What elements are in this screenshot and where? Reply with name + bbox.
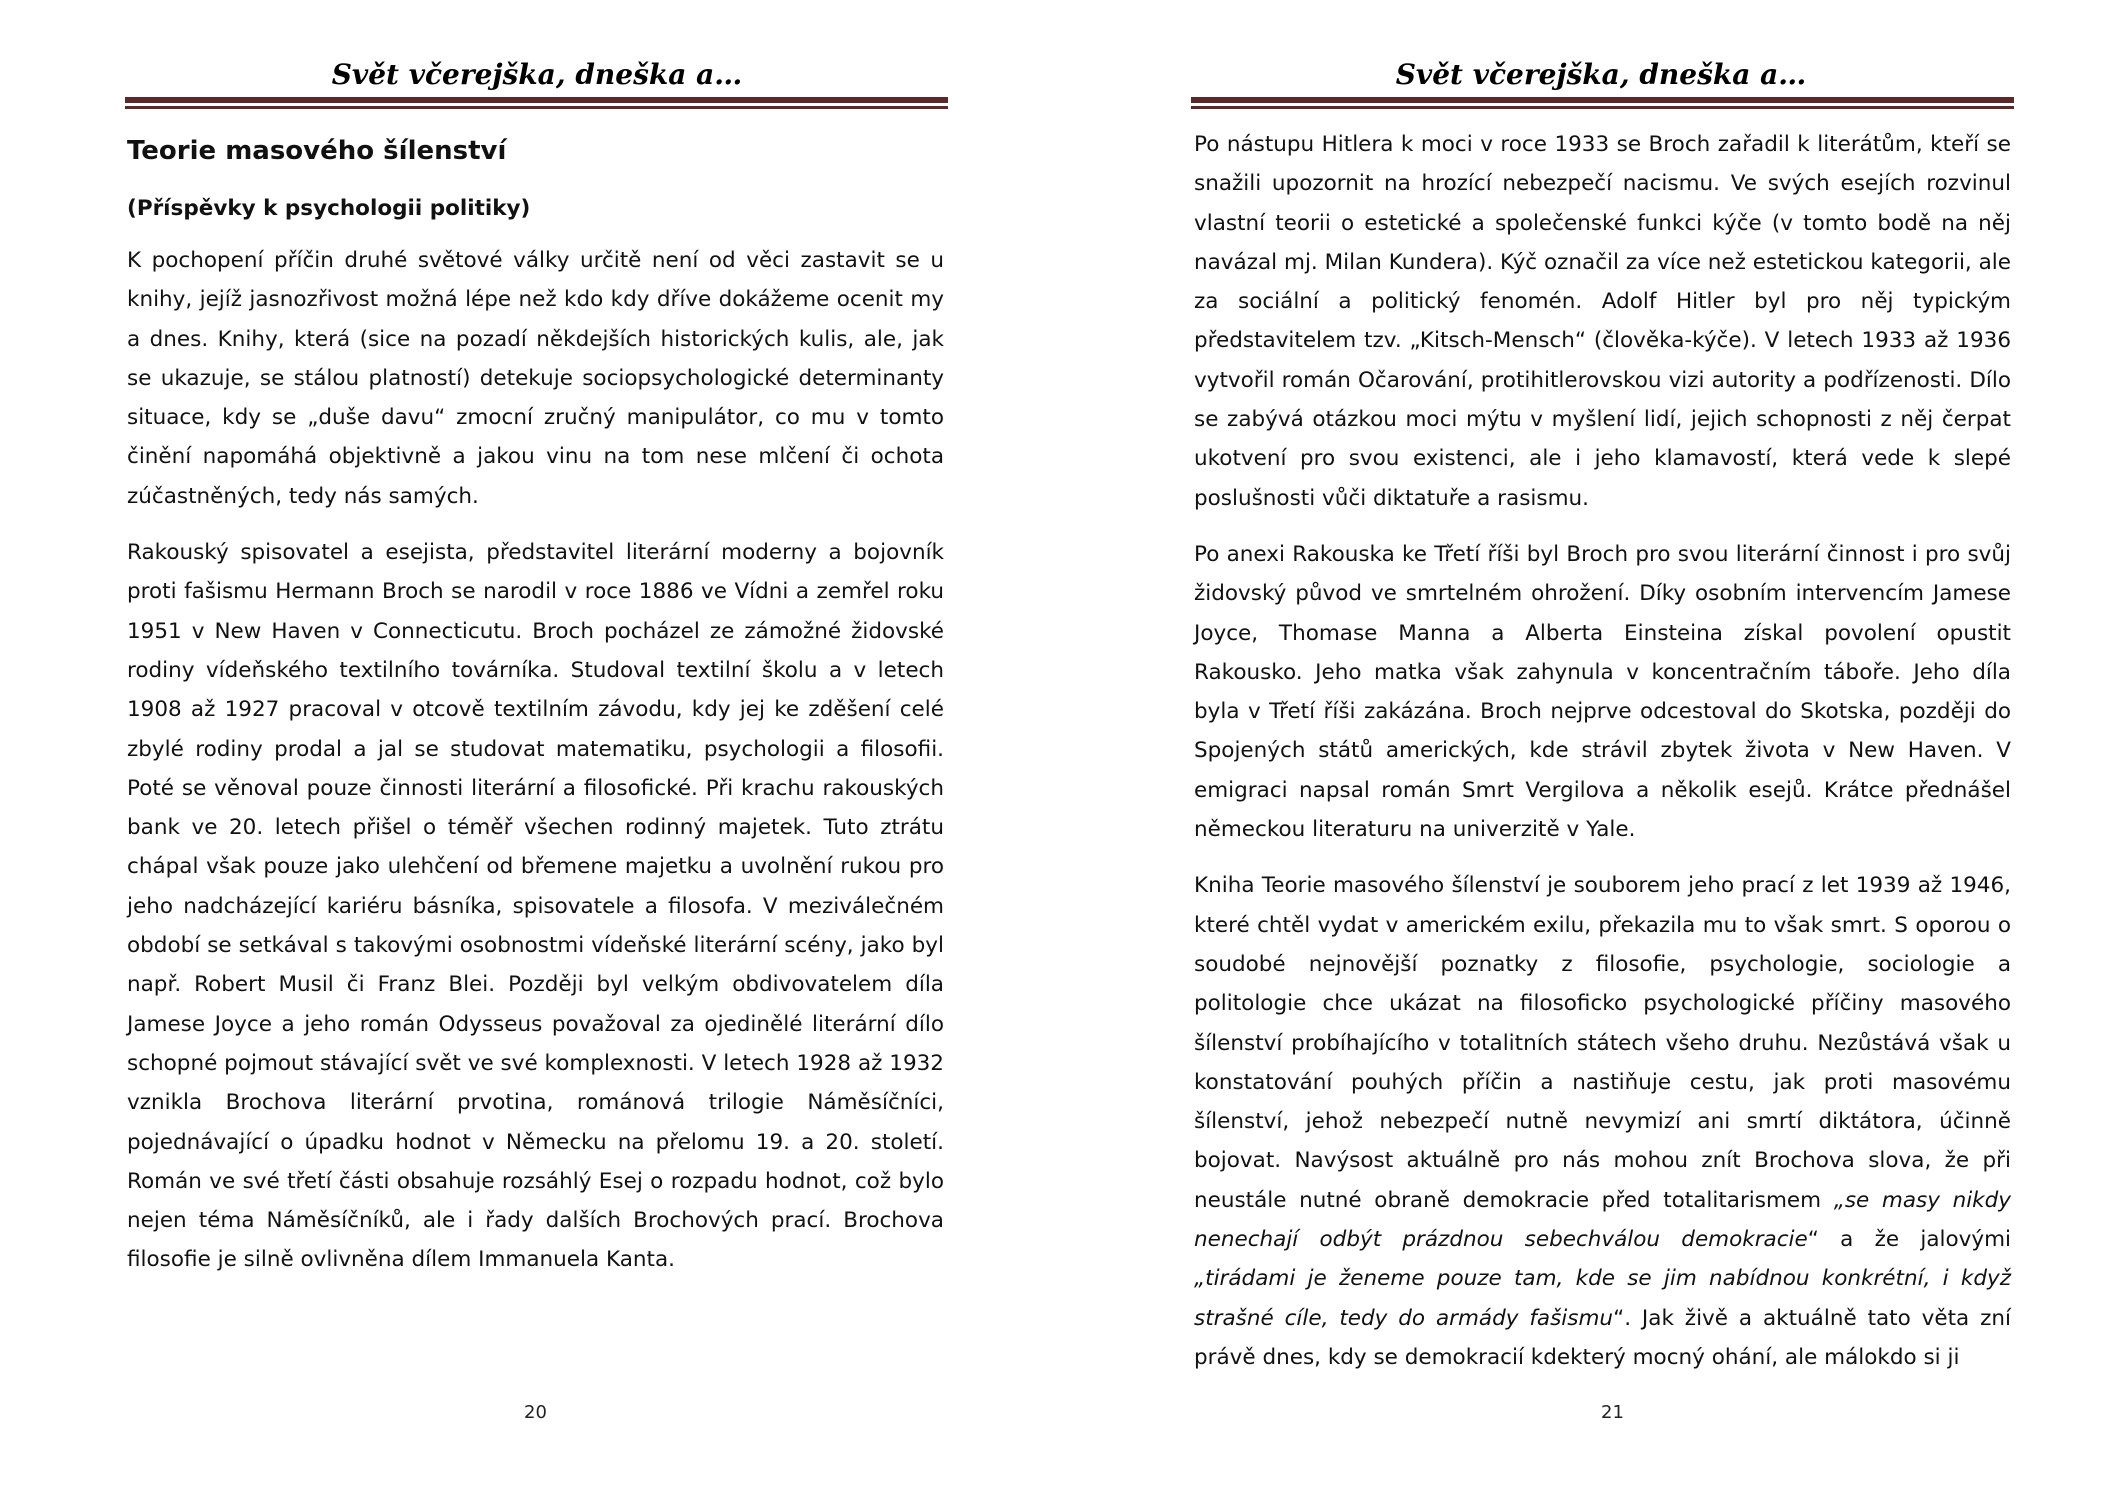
header-rule-thin [125, 106, 948, 109]
paragraph-text: Kniha Teorie masového šílenství je souborem jeho prací z let 1939 až 1946, které chtěl vydat v americkém exilu, překazila mu to však smrt. S oporou o soudobé nejnovější poznatky z filosofie, psychologie, sociologie a politologie chce ukázat na filosoficko psychologické příčiny masového šílenství probíhajícího v totalitních státech všeho druhu. Nezůstává však u konstatování pouhých příčin a nastiňuje cestu, jak proti masovému šílenství, jehož nebezpečí nutně nevymizí ani smrtí diktátora, účinně bojovat. Navýsost aktuálně pro nás mohou znít Brochova slova, že při neustále nutné obraně demokracie před totalitarismem [1194, 873, 2011, 1213]
paragraph: K pochopení příčin druhé světové války určitě není od věci zastavit se u knihy, jejíž jasnozřivost možná lépe než kdo kdy dříve dokážeme ocenit my a dnes. Knihy, která (sice na pozadí někdejších historických kulis, ale, jak se ukazuje, se stálou platností) detekuje sociopsychologické determinanty situace, kdy se „duše davu“ zmocní zručný manipulátor, co mu v tomto činění napomáhá objektivně a jakou vinu na tom nese mlčení či ochota zúčastněných, tedy nás samých. [127, 248, 944, 509]
quotation: „tirádami je ženeme pouze tam, kde se jim nabídnou konkrétní, i když strašné cíle, tedy do armády fašismu [1194, 1266, 2011, 1331]
running-header: Svět včerejška, dneška a… [1395, 58, 1807, 91]
quotation: „se masy nikdy nenechají odbýt prázdnou sebechválou demokracie [1194, 1187, 2011, 1253]
paragraph: Po nástupu Hitlera k moci v roce 1933 se Broch zařadil k literátům, kteří se snažili upozornit na hrozící nebezpečí nacismu. Ve svých esejích rozvinul vlastní teorii o estetické a společenské funkci kýče (v tomto bodě na něj navázal mj. Milan Kundera). Kýč označil za více než estetickou kategorii, ale za sociální a politický fenomén. Adolf Hitler byl pro něj typickým představitelem tzv. „Kitsch-Mensch“ (člověka-kýče). V letech 1933 až 1936 vytvořil román Očarování, protihitlerovskou vizi autority a podřízenosti. Dílo se zabývá otázkou moci mýtu v myšlení lidí, jejich schopnosti z něj čerpat ukotvení pro svou existenci, ale i jeho klamavostí, která vede k slepé poslušnosti vůči diktatuře a rasismu. [1194, 132, 2011, 511]
header-rule-thick [125, 97, 948, 103]
page-number: 21 [1601, 1402, 1624, 1423]
paragraph-with-quotes [1194, 866, 2011, 1377]
paragraph-text: “. Jak živě a aktuálně tato věta zní právě dnes, kdy se demokracií kdekterý mocný ohání, ale málokdo si ji [1194, 1305, 2011, 1370]
header-rule-thick [1191, 97, 2014, 103]
left-page-body [127, 125, 944, 1297]
header-rule-thin [1191, 106, 2014, 109]
page-number: 20 [524, 1402, 547, 1423]
running-header: Svět včerejška, dneška a… [331, 58, 743, 91]
right-page [1061, 0, 2122, 1500]
paragraph: Po anexi Rakouska ke Třetí říši byl Broch pro svou literární činnost i pro svůj židovský původ ve smrtelném ohrožení. Díky osobním intervencím Jamese Joyce, Thomase Manna a Alberta Einsteina získal povolení opustit Rakousko. Jeho matka však zahynula v koncentračním táboře. Jeho díla byla v Třetí říši zakázána. Broch nejprve odcestoval do Skotska, později do Spojených států amerických, kde strávil zbytek života v New Haven. V emigraci napsal román Smrt Vergilova a několik esejů. Krátce přednášel německou literaturu na univerzitě v Yale. [1194, 541, 2011, 843]
right-page-body [1194, 125, 2011, 1394]
paragraph: Rakouský spisovatel a esejista, představitel literární moderny a bojovník proti fašismu Hermann Broch se narodil v roce 1886 ve Vídni a zemřel roku 1951 v New Haven v Connecticutu. Broch pocházel ze zámožné židovské rodiny vídeňského textilního továrníka. Studoval textilní školu a v letech 1908 až 1927 pracoval v otcově textilním závodu, kdy jej ke zděšení celé zbylé rodiny prodal a jal se studovat matematiku, psychologii a filosofii. Poté se věnoval pouze činnosti literární a filosofické. Při krachu rakouských bank ve 20. letech přišel o téměř všechen rodinný majetek. Tuto ztrátu chápal však pouze jako ulehčení od břemene majetku a uvolnění rukou pro jeho nadcházející kariéru básníka, spisovatele a filosofa. V meziválečném období se setkával s takovými osobnostmi vídeňské literární scény, jako byl např. Robert Musil či Franz Blei. Později byl velkým obdivovatelem díla Jamese Joyce a jeho román Odysseus považoval za ojedinělé literární dílo schopné pojmout stávající svět ve své komplexnosti. V letech 1928 až 1932 vznikla Brochova literární prvotina, románová trilogie Náměsíčníci, pojednávající o úpadku hodnot v Německu na přelomu 19. a 20. století. Román ve své třetí části obsahuje rozsáhlý Esej o rozpadu hodnot, což bylo nejen téma Náměsíčníků, ale i řady dalších Brochových prací. Brochova filosofie je silně ovlivněna dílem Immanuela Kanta. [127, 540, 944, 1273]
paragraph-text: “ a že jalovými [1807, 1227, 2011, 1253]
article-title: Teorie masového šílenství [127, 136, 507, 166]
article-subtitle: (Příspěvky k psychologii politiky) [127, 196, 531, 221]
